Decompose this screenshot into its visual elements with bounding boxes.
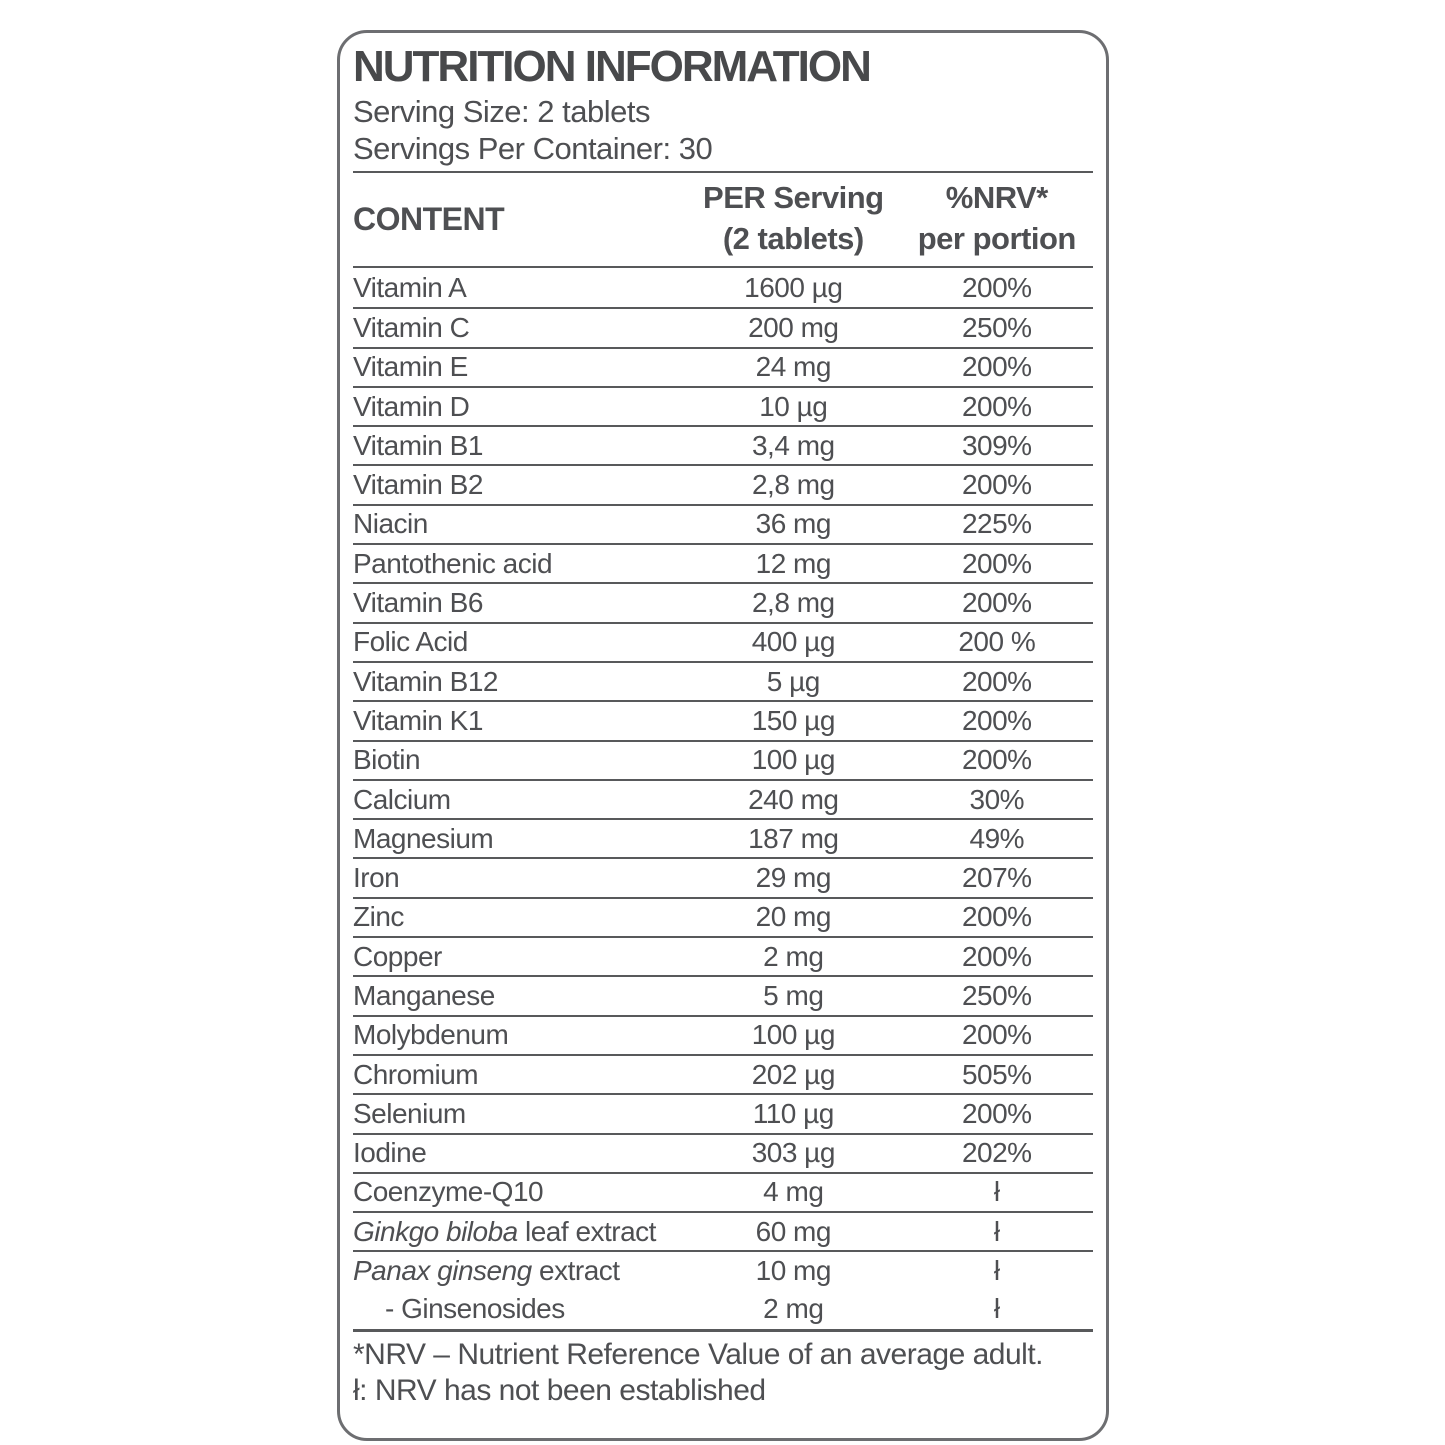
table-row — [353, 1172, 1093, 1211]
table-row — [353, 1054, 1093, 1093]
table-row — [353, 425, 1093, 464]
row-name: Zinc — [353, 901, 404, 933]
row-amount: 303 µg — [751, 1137, 835, 1169]
table-row — [353, 1015, 1093, 1054]
row-name: Manganese — [353, 979, 495, 1011]
row-nrv: 200% — [961, 587, 1032, 619]
table-row — [353, 975, 1093, 1014]
row-name-italic: Ginkgo biloba — [353, 1215, 518, 1247]
row-name: Chromium — [353, 1058, 479, 1090]
footnotes — [353, 1329, 1093, 1409]
row-nrv: 200% — [961, 547, 1032, 579]
table-row — [353, 661, 1093, 700]
row-name: Pantothenic acid — [353, 547, 553, 579]
table-row — [353, 818, 1093, 857]
row-name: Vitamin B1 — [353, 429, 483, 461]
row-name: Vitamin K1 — [353, 704, 483, 736]
row-nrv: 200% — [961, 1097, 1032, 1129]
table-row — [353, 1290, 1093, 1329]
table-row — [353, 268, 1093, 307]
row-amount: 240 mg — [748, 783, 839, 815]
table-row — [353, 1250, 1093, 1289]
row-nrv: 200% — [961, 901, 1032, 933]
row-nrv: ł — [993, 1176, 1000, 1208]
row-name: Vitamin B12 — [353, 665, 498, 697]
row-name: Biotin — [353, 744, 421, 776]
column-header-per-serving — [686, 173, 901, 266]
row-name: Iron — [353, 862, 400, 894]
column-header-content: CONTENT — [353, 201, 505, 237]
row-name: leaf extract — [517, 1215, 656, 1247]
row-name: Vitamin B6 — [353, 587, 483, 619]
row-nrv: 309% — [961, 429, 1032, 461]
row-nrv: 200% — [961, 1019, 1032, 1051]
table-row — [353, 897, 1093, 936]
column-header-nrv — [901, 173, 1093, 266]
row-amount: 2,8 mg — [751, 587, 835, 619]
serving-size: Serving Size: 2 tablets — [353, 94, 650, 129]
row-amount: 4 mg — [763, 1176, 824, 1208]
label-title: NUTRITION INFORMATION — [353, 42, 870, 91]
row-nrv: 49% — [969, 822, 1025, 854]
table-row — [353, 582, 1093, 621]
row-name: Vitamin A — [353, 271, 467, 303]
row-name: Copper — [353, 940, 442, 972]
table-row — [353, 700, 1093, 739]
table-row — [353, 1133, 1093, 1172]
row-name: Vitamin E — [353, 351, 468, 383]
row-nrv: 200 % — [958, 626, 1036, 658]
table-row — [353, 543, 1093, 582]
row-name: Calcium — [353, 783, 451, 815]
row-name: extract — [531, 1255, 620, 1287]
row-name: Folic Acid — [353, 626, 468, 658]
row-amount: 100 µg — [751, 744, 835, 776]
row-name: - Ginsenosides — [385, 1293, 565, 1325]
table-row — [353, 504, 1093, 543]
table-row — [353, 1211, 1093, 1250]
row-nrv: 207% — [961, 862, 1032, 894]
nutrition-table-body — [353, 268, 1093, 1329]
row-nrv: 250% — [961, 979, 1032, 1011]
column-header-row — [353, 173, 1093, 268]
table-row — [353, 740, 1093, 779]
servings-per-container: Servings Per Container: 30 — [353, 131, 713, 166]
row-nrv: ł — [993, 1255, 1000, 1287]
row-name: Vitamin D — [353, 390, 470, 422]
row-name: Coenzyme-Q10 — [353, 1176, 544, 1208]
row-amount: 202 µg — [751, 1058, 835, 1090]
row-nrv: 200% — [961, 940, 1032, 972]
row-amount: 12 mg — [755, 547, 831, 579]
nutrition-label — [337, 30, 1109, 1441]
row-name: Selenium — [353, 1097, 466, 1129]
footnote-nrv-not-established: ł: NRV has not been established — [353, 1374, 766, 1408]
row-amount: 100 µg — [751, 1019, 835, 1051]
row-nrv: 250% — [961, 311, 1032, 343]
table-row — [353, 936, 1093, 975]
row-name: Magnesium — [353, 822, 494, 854]
row-amount: 5 µg — [766, 665, 820, 697]
table-row — [353, 347, 1093, 386]
row-nrv: 200% — [961, 665, 1032, 697]
per-serving-line1: PER Serving — [703, 179, 884, 215]
row-nrv: 225% — [961, 508, 1032, 540]
row-nrv: 200% — [961, 390, 1032, 422]
row-amount: 2 mg — [763, 1293, 824, 1325]
table-row — [353, 857, 1093, 896]
row-name: Molybdenum — [353, 1019, 509, 1051]
footnote-nrv-definition: *NRV – Nutrient Reference Value of an average adult. — [353, 1338, 1043, 1372]
row-amount: 400 µg — [751, 626, 835, 658]
row-nrv: 200% — [961, 469, 1032, 501]
row-amount: 10 mg — [755, 1255, 831, 1287]
table-row — [353, 386, 1093, 425]
row-nrv: 505% — [961, 1058, 1032, 1090]
table-row — [353, 622, 1093, 661]
nrv-line2: per portion — [917, 221, 1076, 257]
row-amount: 36 mg — [755, 508, 831, 540]
row-name-italic: Panax ginseng — [353, 1255, 532, 1287]
row-nrv: ł — [993, 1215, 1000, 1247]
nrv-line1: %NRV* — [945, 179, 1048, 215]
table-row — [353, 1093, 1093, 1132]
row-name: Iodine — [353, 1137, 427, 1169]
table-row — [353, 464, 1093, 503]
row-amount: 5 mg — [763, 979, 824, 1011]
row-amount: 187 mg — [748, 822, 839, 854]
row-nrv: ł — [993, 1293, 1000, 1325]
row-amount: 200 mg — [748, 311, 839, 343]
row-nrv: 202% — [961, 1137, 1032, 1169]
row-amount: 2 mg — [763, 940, 824, 972]
row-name: Vitamin B2 — [353, 469, 483, 501]
row-nrv: 200% — [961, 744, 1032, 776]
row-amount: 1600 µg — [744, 271, 843, 303]
row-nrv: 30% — [969, 783, 1025, 815]
row-name: Vitamin C — [353, 311, 470, 343]
row-nrv: 200% — [961, 704, 1032, 736]
per-serving-line2: (2 tablets) — [722, 221, 864, 257]
row-nrv: 200% — [961, 271, 1032, 303]
table-row — [353, 307, 1093, 346]
row-amount: 20 mg — [755, 901, 831, 933]
row-amount: 10 µg — [759, 390, 828, 422]
row-amount: 110 µg — [752, 1097, 834, 1129]
row-amount: 60 mg — [755, 1215, 831, 1247]
row-amount: 2,8 mg — [751, 469, 835, 501]
row-amount: 3,4 mg — [751, 429, 835, 461]
row-nrv: 200% — [961, 351, 1032, 383]
row-amount: 150 µg — [751, 704, 835, 736]
row-name: Niacin — [353, 508, 428, 540]
row-amount: 24 mg — [755, 351, 831, 383]
row-amount: 29 mg — [755, 862, 831, 894]
table-row — [353, 779, 1093, 818]
